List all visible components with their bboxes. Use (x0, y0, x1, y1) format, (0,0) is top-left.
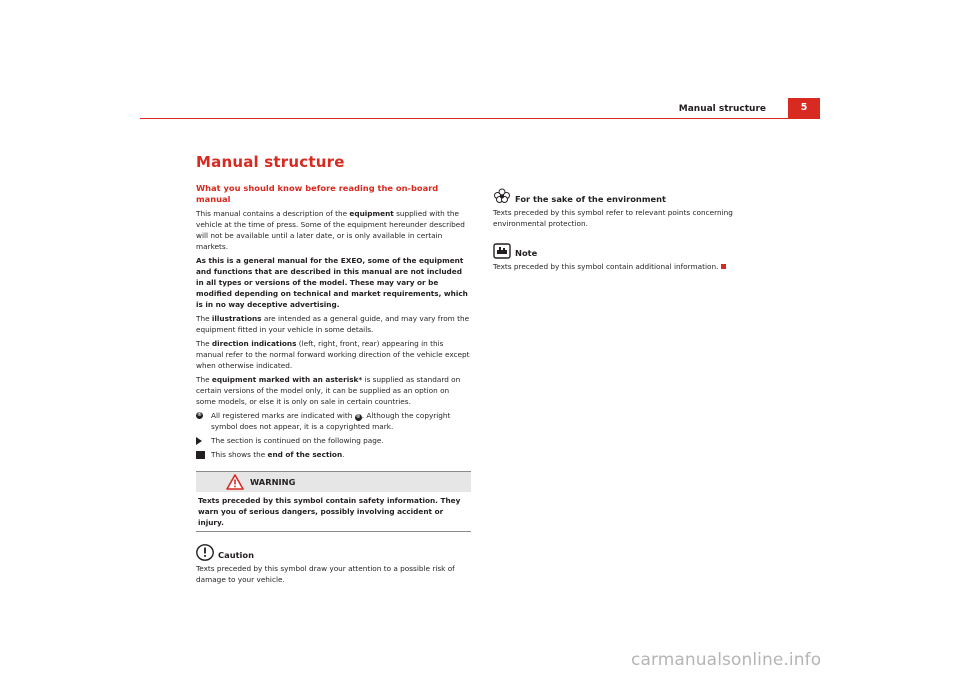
paragraph-illustrations (196, 313, 471, 335)
caution-title: Caution (218, 550, 255, 560)
text-run: Texts preceded by this symbol contain additional information. (493, 262, 719, 271)
bold-term: equipment (349, 209, 394, 218)
caution-text: Texts preceded by this symbol draw your attention to a possible risk of damage to your vehicle. (196, 564, 455, 584)
header-title: Manual structure (678, 104, 766, 114)
text-run: All registered marks are indicated with (211, 411, 355, 420)
bold-paragraph: As this is a general manual for the EXEO, some of the equipment and functions that are described in this manual are not included in all types or versions of the model. These may vary or be modified depending on technical and market requirements, which is in no way deceptive advertising. (196, 256, 468, 309)
caution-exclamation-icon (196, 544, 214, 561)
text-run: The (196, 314, 212, 323)
text-run: (left, right, front, rear) appearing in this manual refer to the normal forward working direction of the vehicle except when otherwise indicated. (196, 339, 470, 370)
note-hand-icon (493, 243, 511, 259)
warning-triangle-icon (226, 474, 244, 490)
environment-heading (493, 188, 768, 205)
environment-text: Texts preceded by this symbol refer to relevant points concerning environmental protection. (493, 208, 733, 228)
paragraph-directions (196, 338, 471, 371)
note-text (493, 261, 768, 272)
caution-block (196, 544, 471, 585)
bold-term: direction indications (211, 339, 297, 348)
note-block (493, 243, 768, 272)
text-run: The (196, 375, 212, 384)
continued-item (196, 435, 471, 446)
text-run: are intended as a general guide, and may vary from the equipment fitted in your vehicle in some details. (196, 314, 470, 334)
continued-text: The section is continued on the following page. (211, 436, 384, 445)
right-column (493, 188, 768, 275)
environment-title: For the sake of the environment (515, 194, 666, 204)
header-rule (140, 118, 820, 119)
bold-term: illustrations (211, 314, 262, 323)
warning-box (196, 471, 471, 532)
registered-mark-icon: ® (197, 412, 202, 418)
watermark: carmanualsonline.info (631, 650, 822, 670)
note-title: Note (515, 248, 538, 258)
page-title: Manual structure (196, 153, 345, 171)
end-section-item (196, 449, 471, 460)
bold-term: equipment marked with an asterisk* (211, 375, 363, 384)
text-run: The (196, 339, 212, 348)
note-heading (493, 243, 768, 259)
continue-arrow-icon (196, 437, 202, 445)
warning-text: Texts preceded by this symbol contain safety information. They warn you of serious dangers, possibly involving accident or injury. (198, 496, 461, 527)
section-subheading: What you should know before reading the on-board manual (196, 183, 439, 204)
text-run: . Although the copyright symbol does not appear, it is a copyrighted mark. (211, 411, 451, 431)
registered-marks-item (196, 410, 471, 432)
warning-header (196, 472, 471, 492)
left-column (196, 183, 471, 588)
end-section-square-icon (196, 451, 205, 459)
end-mark-icon (721, 264, 726, 269)
paragraph-equipment (196, 208, 471, 252)
paragraph-general-manual (196, 255, 471, 310)
text-run: This manual contains a description of the (196, 209, 350, 218)
environment-flower-icon (493, 188, 511, 205)
bold-term: end of the section (267, 450, 343, 459)
caution-heading (196, 544, 471, 561)
text-run: This shows the (211, 450, 268, 459)
text-run: . (342, 450, 345, 459)
text-run: supplied with the vehicle at the time of press. Some of the equipment hereunder described will not be available until a later date, or is only available in certain markets. (196, 209, 465, 251)
warning-title: WARNING (250, 476, 296, 487)
page-number: 5 (788, 98, 820, 119)
text-run: is supplied as standard on certain versions of the model only, it can be supplied as an option on some models, or else it is only on sale in certain countries. (196, 375, 461, 406)
registered-mark-icon: ® (355, 414, 361, 420)
paragraph-asterisk (196, 374, 471, 407)
